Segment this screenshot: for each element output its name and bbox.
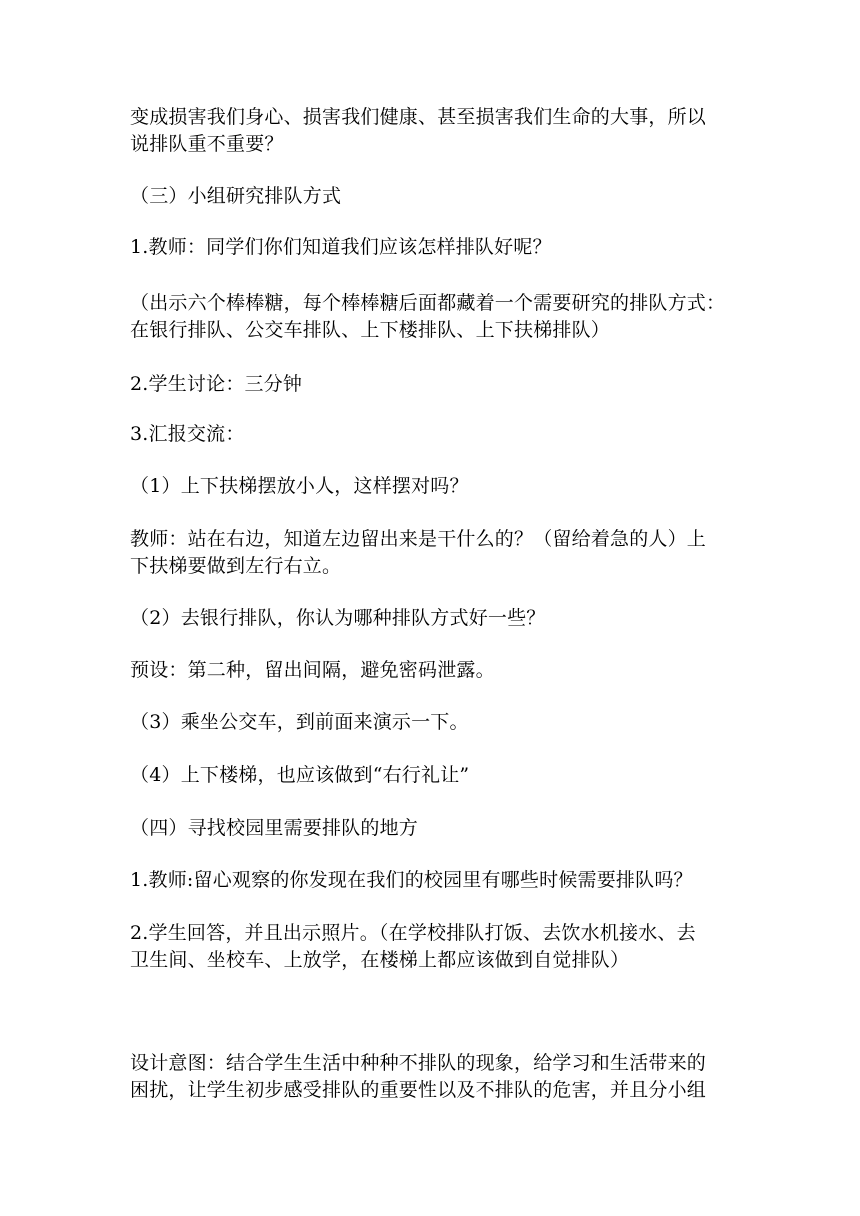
text-line: （2）去银行排队，你认为哪种排队方式好一些？ <box>130 607 546 629</box>
text-line: 教师：站在右边，知道左边留出来是干什么的？（留给着急的人）上 <box>130 528 707 550</box>
section-heading: （三）小组研究排队方式 <box>130 185 342 207</box>
text-line: （4）上下楼梯，也应该做到“右行礼让” <box>130 764 470 786</box>
text-line: 卫生间、坐校车、上放学，在楼梯上都应该做到自觉排队） <box>130 949 630 971</box>
section-heading: （四）寻找校园里需要排队的地方 <box>130 817 419 839</box>
text-line: 困扰，让学生初步感受排队的重要性以及不排队的危害，并且分小组 <box>130 1079 707 1101</box>
text-line: 下扶梯要做到左行右立。 <box>130 555 342 577</box>
text-line: 2.学生回答，并且出示照片。（在学校排队打饭、去饮水机接水、去 <box>130 922 696 944</box>
text-line: （1）上下扶梯摆放小人，这样摆对吗？ <box>130 475 469 497</box>
text-line: 2.学生讨论：三分钟 <box>130 373 303 395</box>
text-line: 1.教师：同学们你们知道我们应该怎样排队好呢？ <box>130 236 552 258</box>
text-line: 1.教师:留心观察的你发现在我们的校园里有哪些时候需要排队吗？ <box>130 869 693 891</box>
text-line: 3.汇报交流： <box>130 423 245 445</box>
text-line: 说排队重不重要？ <box>130 133 284 155</box>
text-line: 变成损害我们身心、损害我们健康、甚至损害我们生命的大事，所以 <box>130 106 707 128</box>
text-line: （出示六个棒棒糖，每个棒棒糖后面都藏着一个需要研究的排队方式： <box>130 292 726 314</box>
text-line: 设计意图：结合学生生活中种种不排队的现象，给学习和生活带来的 <box>130 1052 707 1074</box>
text-line: 在银行排队、公交车排队、上下楼排队、上下扶梯排队） <box>130 319 611 341</box>
text-line: （3）乘坐公交车，到前面来演示一下。 <box>130 711 469 733</box>
text-line: 预设：第二种，留出间隔，避免密码泄露。 <box>130 659 495 681</box>
